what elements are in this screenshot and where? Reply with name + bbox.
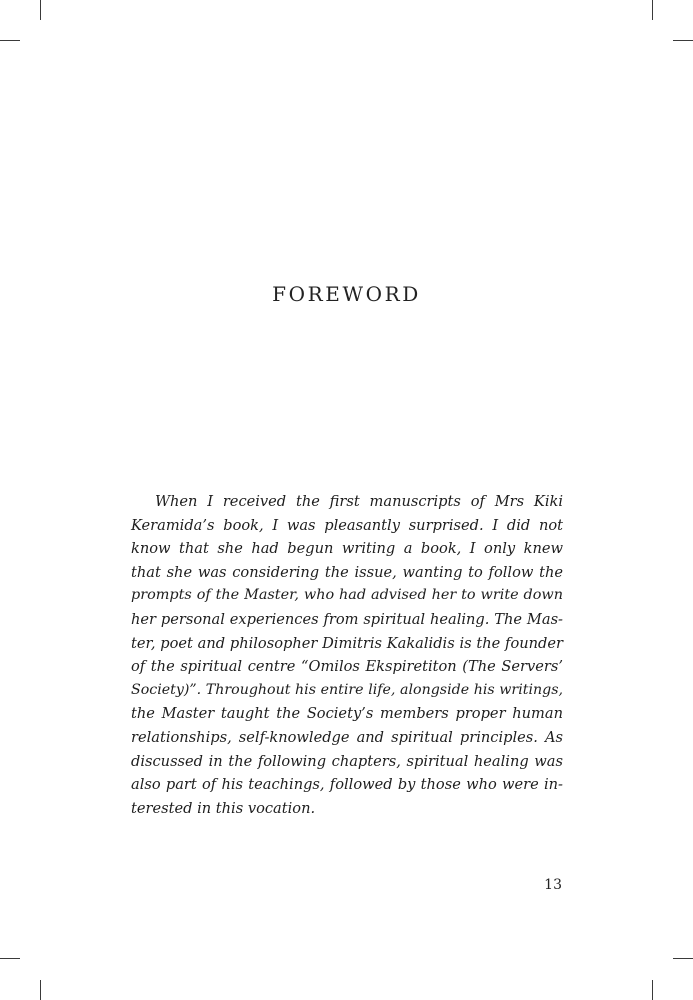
paragraph-line: also part of his teachings, followed by those who were in- [131, 776, 563, 794]
paragraph-line: discussed in the following chapters, spiritual healing was [131, 752, 563, 770]
paragraph-line: the Master taught the Society’s members proper human [131, 705, 563, 723]
crop-mark-bottom-left-vertical [40, 980, 41, 1000]
paragraph-line: Keramida’s book, I was pleasantly surprised. I did not [131, 516, 563, 534]
paragraph-line: terested in this vocation. [131, 799, 316, 817]
crop-mark-top-left-horizontal [0, 40, 20, 41]
paragraph-line: Society)”. Throughout his entire life, alongside his writings, [131, 681, 563, 698]
paragraph-line: prompts of the Master, who had advised her to write down [131, 587, 563, 604]
chapter-heading: FOREWORD [272, 282, 421, 306]
paragraph-line: relationships, self-knowledge and spiritual principles. As [131, 728, 563, 746]
paragraph-line: that she was considering the issue, wanting to follow the [131, 563, 563, 581]
foreword-paragraph [131, 490, 563, 820]
crop-mark-bottom-left-horizontal [0, 958, 20, 959]
crop-mark-bottom-right-horizontal [673, 958, 693, 959]
paragraph-line: her personal experiences from spiritual healing. The Mas- [131, 610, 563, 628]
crop-mark-top-right-vertical [652, 0, 653, 20]
crop-mark-bottom-right-vertical [652, 980, 653, 1000]
page-number: 13 [544, 877, 562, 893]
paragraph-line: When I received the first manuscripts of Mrs Kiki [155, 493, 563, 510]
paragraph-line: know that she had begun writing a book, I only knew [131, 540, 563, 558]
crop-mark-top-left-vertical [40, 0, 41, 20]
paragraph-line: of the spiritual centre “Omilos Ekspiretiton (The Servers’ [131, 658, 563, 676]
crop-mark-top-right-horizontal [673, 40, 693, 41]
paragraph-line: ter, poet and philosopher Dimitris Kakalidis is the founder [131, 634, 563, 652]
